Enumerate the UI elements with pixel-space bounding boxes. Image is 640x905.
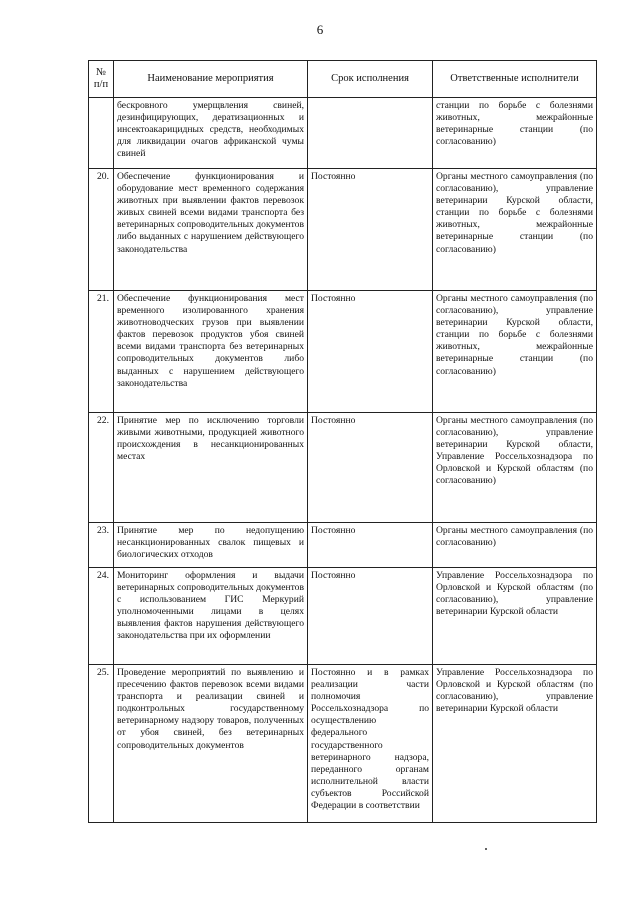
row-num: 25.: [89, 665, 114, 823]
row-term: Постоянно: [308, 568, 433, 665]
row-num: [89, 98, 114, 169]
row-name: Мониторинг оформления и выдачи ветеринарных сопроводительных документов с использованием ГИС Меркурий уполномоченными лицами в целях выявления фактов нарушения действующего законодательства при их оформлении: [114, 568, 308, 665]
table-row: [89, 568, 597, 665]
row-name: Проведение мероприятий по выявлению и пресечению фактов перевозок всеми видами транспорта и реализации свиней и подконтрольных государственному ветеринарному надзору товаров, полученных от убоя свиней, без ветеринарных сопроводительных документов: [114, 665, 308, 823]
row-term: Постоянно: [308, 523, 433, 568]
table-row: [89, 665, 597, 823]
row-responsible: Органы местного самоуправления (по согласованию), управление ветеринарии Курской области, станции по борьбе с болезнями животных, межрайонные ветеринарные станции (по согласованию): [433, 291, 597, 413]
table-row: [89, 413, 597, 523]
row-term: Постоянно: [308, 291, 433, 413]
row-term: Постоянно: [308, 413, 433, 523]
row-responsible: Управление Россельхознадзора по Орловской и Курской областям (по согласованию), управление ветеринарии Курской области: [433, 568, 597, 665]
row-name: Обеспечение функционирования мест временного изолированного хранения животноводческих грузов при выявлении фактов перевозок продуктов убоя свиней всеми видами транспорта без ветеринарных сопроводительных документов либо выданных с нарушением действующего законодательства: [114, 291, 308, 413]
row-num: 23.: [89, 523, 114, 568]
row-responsible: станции по борьбе с болезнями животных, межрайонные ветеринарные станции (по согласованию): [433, 98, 597, 169]
measures-table: [88, 60, 597, 823]
header-name: Наименование мероприятия: [114, 61, 308, 98]
row-responsible: Органы местного самоуправления (по согласованию), управление ветеринарии Курской области, Управление Россельхознадзора по Орловской и Курской областям (по согласованию): [433, 413, 597, 523]
header-responsible: Ответственные исполнители: [433, 61, 597, 98]
row-term: Постоянно: [308, 169, 433, 291]
row-name: Принятие мер по недопущению несанкционированных свалок пищевых и биологических отходов: [114, 523, 308, 568]
row-num: 24.: [89, 568, 114, 665]
header-term: Срок исполнения: [308, 61, 433, 98]
table-row: [89, 98, 597, 169]
row-responsible: Органы местного самоуправления (по согласованию), управление ветеринарии Курской области, станции по борьбе с болезнями животных, межрайонные ветеринарные станции (по согласованию): [433, 169, 597, 291]
row-name: Принятие мер по исключению торговли живыми животными, продукцией животного происхождения в несанкционированных местах: [114, 413, 308, 523]
row-term: [308, 98, 433, 169]
table-row: [89, 523, 597, 568]
row-name: Обеспечение функционирования и оборудование мест временного содержания животных при выявлении фактов перевозок живых свиней всеми видами транспорта без ветеринарных сопроводительных документов либо выданных с нарушением действующего законодательства: [114, 169, 308, 291]
table-header-row: [89, 61, 597, 98]
row-num: 20.: [89, 169, 114, 291]
header-num: № п/п: [89, 61, 114, 98]
row-num: 21.: [89, 291, 114, 413]
row-name: бескровного умерщвления свиней, дезинфицирующих, дератизационных и инсектоакарицидных средств, необходимых для ликвидации очагов африканской чумы свиней: [114, 98, 308, 169]
table-row: [89, 169, 597, 291]
row-responsible: Органы местного самоуправления (по согласованию): [433, 523, 597, 568]
page-number: 6: [316, 22, 324, 37]
table-row: [89, 291, 597, 413]
scan-speck: [485, 848, 487, 850]
row-num: 22.: [89, 413, 114, 523]
row-term: Постоянно и в рамках реализации части полномочия Россельхознадзора по осуществлению федерального государственного ветеринарного надзора, переданного органам исполнительной власти субъектов Российской Федерации в соответствии: [308, 665, 433, 823]
row-responsible: Управление Россельхознадзора по Орловской и Курской областям (по согласованию), управление ветеринарии Курской области: [433, 665, 597, 823]
